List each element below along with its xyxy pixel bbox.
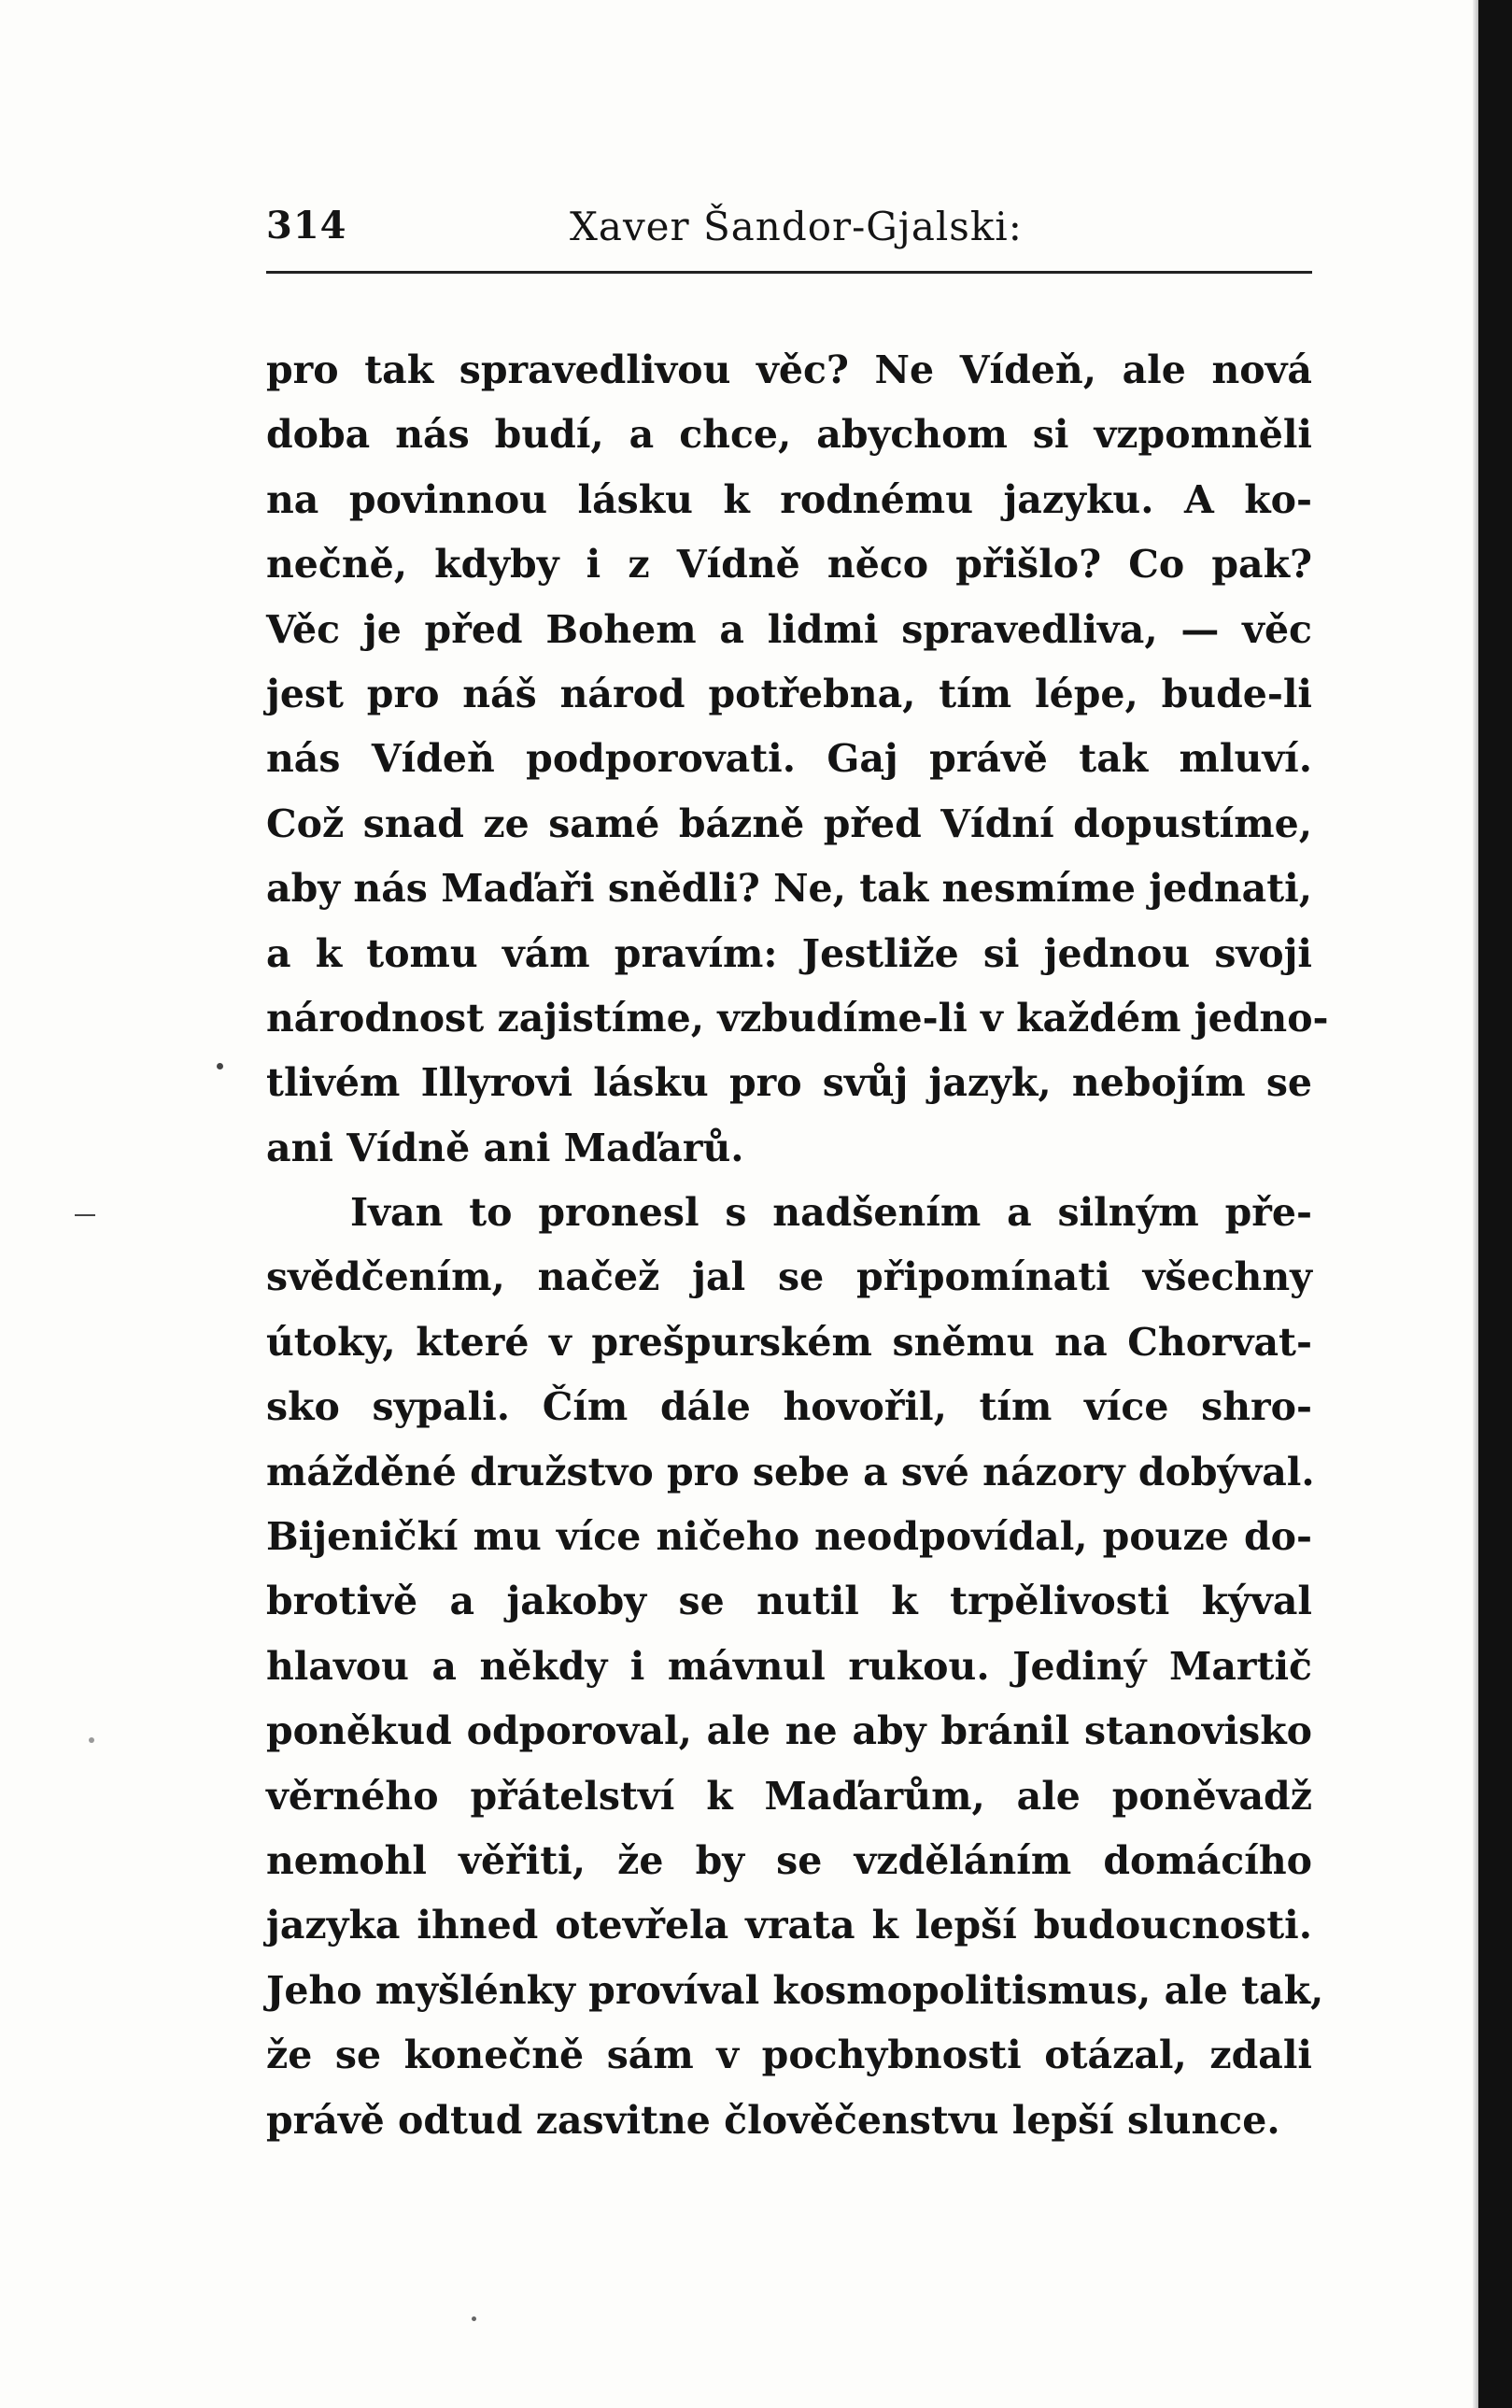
- text-line: pro tak spravedlivou věc? Ne Vídeň, ale nová: [266, 347, 1312, 392]
- text-line: na povinnou lásku k rodnému jazyku. A ko-: [266, 476, 1312, 522]
- text-line: poněkud odporoval, ale ne aby bránil stanovisko: [266, 1708, 1312, 1754]
- text-line: útoky, které v prešpurském sněmu na Chorvat-: [266, 1319, 1312, 1365]
- text-line: věrného přátelství k Maďarům, ale poněvadž: [266, 1773, 1312, 1819]
- text-line: Ivan to pronesl s nadšením a silným pře-: [350, 1190, 1312, 1236]
- scan-speck: [89, 1737, 94, 1743]
- running-title: Xaver Šandor-Gjalski:: [570, 204, 1023, 249]
- scan-speck: [217, 1063, 223, 1069]
- scan-dash: [75, 1214, 95, 1216]
- text-line: nemohl věřiti, že by se vzděláním domácího: [266, 1837, 1312, 1883]
- text-line: jest pro náš národ potřebna, tím lépe, bude-li: [266, 671, 1312, 716]
- text-line: že se konečně sám v pochybnosti otázal, zdali: [266, 2033, 1312, 2078]
- text-line: tlivém Illyrovi lásku pro svůj jazyk, nebojím se: [266, 1060, 1312, 1106]
- binding-edge: [1478, 0, 1512, 2408]
- page-number: 314: [266, 204, 347, 248]
- text-line: a k tomu vám pravím: Jestliže si jednou svoji: [266, 930, 1312, 976]
- page-header: [266, 204, 1312, 260]
- text-line: svědčením, načež jal se připomínati všechny: [266, 1254, 1312, 1300]
- text-line: Jeho myšlénky províval kosmopolitismus, ale tak,: [266, 1967, 1324, 2013]
- scan-speck: [472, 2316, 476, 2321]
- text-line: nečně, kdyby i z Vídně něco přišlo? Co pak?: [266, 542, 1312, 588]
- text-line: mážděné družstvo pro sebe a své názory dobýval.: [266, 1449, 1315, 1494]
- text-line: Věc je před Bohem a lidmi spravedliva, — věc: [266, 606, 1312, 652]
- text-line: hlavou a někdy i mávnul rukou. Jediný Martič: [266, 1643, 1312, 1689]
- text-line: sko sypali. Čím dále hovořil, tím více shro-: [266, 1384, 1312, 1430]
- body-text: [266, 338, 1329, 2153]
- text-line: brotivě a jakoby se nutil k trpělivosti kýval: [266, 1579, 1312, 1624]
- text-line: Což snad ze samé bázně před Vídní dopustíme,: [266, 800, 1312, 846]
- text-line: jazyka ihned otevřela vrata k lepší budoucnosti.: [266, 1903, 1312, 1948]
- text-line: ani Vídně ani Maďarů.: [266, 1125, 744, 1170]
- text-line: národnost zajistíme, vzbudíme-li v každém jedno-: [266, 995, 1329, 1041]
- text-line: právě odtud zasvitne člověčenstvu lepší slunce.: [266, 2097, 1280, 2143]
- text-line: nás Vídeň podporovati. Gaj právě tak mluví.: [266, 736, 1312, 782]
- header-rule: [266, 271, 1312, 274]
- text-line: aby nás Maďaři snědli? Ne, tak nesmíme jednati,: [266, 866, 1312, 912]
- text-line: Bijeničkí mu více ničeho neodpovídal, pouze do-: [266, 1514, 1312, 1560]
- text-line: doba nás budí, a chce, abychom si vzpomněli: [266, 412, 1312, 458]
